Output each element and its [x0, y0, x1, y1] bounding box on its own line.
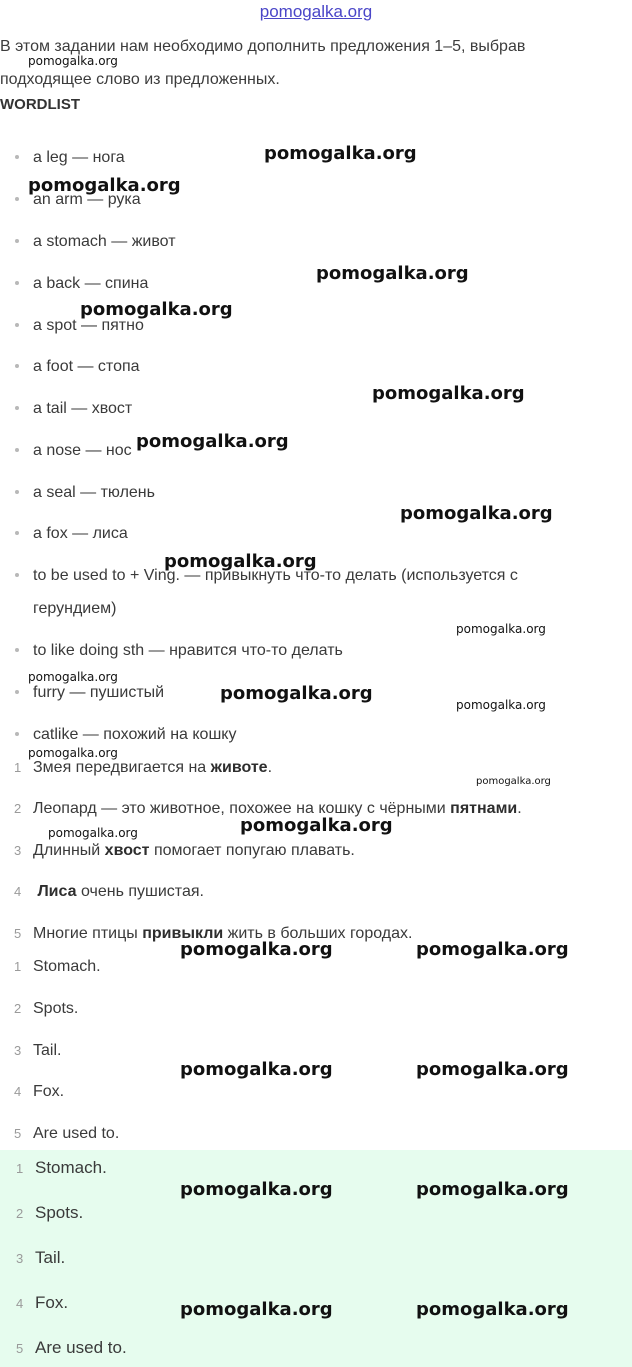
final-answer-item: 3 Tail. [16, 1248, 66, 1267]
bullet-icon [15, 155, 19, 159]
watermark: pomogalka.org [316, 263, 469, 284]
watermark: pomogalka.org [476, 776, 551, 787]
list-item: catlike — похожий на кошку [33, 718, 573, 751]
intro-text: В этом задании нам необходимо дополнить предложения 1–5, выбрав подходящее слово из предложенных. [0, 38, 526, 88]
bullet-icon [15, 690, 19, 694]
list-item: a foot — стопа [33, 350, 573, 383]
watermark: pomogalka.org [416, 1059, 569, 1080]
watermark: pomogalka.org [372, 383, 525, 404]
watermark: pomogalka.org [136, 431, 289, 452]
watermark: pomogalka.org [28, 746, 118, 760]
watermark: pomogalka.org [48, 826, 138, 840]
final-answer-item: 4 Fox. [16, 1293, 69, 1312]
watermark: pomogalka.org [240, 815, 393, 836]
watermark: pomogalka.org [164, 551, 317, 572]
bullet-icon [15, 531, 19, 535]
bullet-icon [15, 648, 19, 652]
final-answer-item: 1 Stomach. [16, 1158, 107, 1177]
answer-item: 4 Fox. [14, 1083, 65, 1100]
watermark: pomogalka.org [180, 1179, 333, 1200]
final-answer-item: 5 Are used to. [16, 1338, 127, 1357]
watermark: pomogalka.org [416, 1299, 569, 1320]
list-item: a stomach — живот [33, 225, 573, 258]
list-item: to be used to + Ving. — привыкнуть что-то делать (используется с герундием) [33, 559, 573, 625]
watermark: pomogalka.org [28, 670, 118, 684]
watermark: pomogalka.org [456, 698, 546, 712]
watermark: pomogalka.org [220, 683, 373, 704]
bullet-icon [15, 406, 19, 410]
bullet-icon [15, 323, 19, 327]
answer-item: 2 Spots. [14, 1000, 79, 1017]
watermark: pomogalka.org [416, 939, 569, 960]
list-item: a tail — хвост [33, 392, 573, 425]
watermark: pomogalka.org [180, 939, 333, 960]
wordlist-heading: WORDLIST [0, 96, 80, 113]
list-item: a leg — нога [33, 141, 573, 174]
bullet-icon [15, 448, 19, 452]
watermark: pomogalka.org [28, 54, 118, 68]
bullet-icon [15, 239, 19, 243]
list-item: a seal — тюлень [33, 476, 573, 509]
translation-item: 4 Лиса очень пушистая. [14, 883, 204, 900]
bullet-icon [15, 732, 19, 736]
translation-item: 3 Длинный хвост помогает попугаю плавать. [14, 842, 355, 859]
answer-item: 5 Are used to. [14, 1125, 120, 1142]
list-item: furry — пушистый [33, 676, 573, 709]
final-answer-item: 2 Spots. [16, 1203, 84, 1222]
site-link[interactable]: pomogalka.org [259, 2, 373, 21]
bullet-icon [15, 364, 19, 368]
translation-item: 1 Змея передвигается на животе. [14, 759, 273, 776]
list-item: a nose — нос [33, 434, 573, 467]
bullet-icon [15, 197, 19, 201]
watermark: pomogalka.org [28, 175, 181, 196]
translation-item: 2 Леопард — это животное, похожее на кошку с чёрными пятнами. [14, 800, 522, 817]
watermark: pomogalka.org [416, 1179, 569, 1200]
list-item: a spot — пятно [33, 309, 573, 342]
watermark: pomogalka.org [400, 503, 553, 524]
bullet-icon [15, 573, 19, 577]
bullet-icon [15, 490, 19, 494]
list-item: to like doing sth — нравится что-то делать [33, 634, 573, 667]
watermark: pomogalka.org [456, 622, 546, 636]
bullet-icon [15, 281, 19, 285]
watermark: pomogalka.org [80, 299, 233, 320]
translation-item: 5 Многие птицы привыкли жить в больших городах. [14, 925, 413, 942]
answer-item: 3 Tail. [14, 1042, 62, 1059]
watermark: pomogalka.org [264, 143, 417, 164]
list-item: an arm — рука [33, 183, 573, 216]
list-item: a back — спина [33, 267, 573, 300]
answer-item: 1 Stomach. [14, 958, 101, 975]
watermark: pomogalka.org [180, 1059, 333, 1080]
watermark: pomogalka.org [180, 1299, 333, 1320]
list-item: a fox — лиса [33, 517, 573, 550]
